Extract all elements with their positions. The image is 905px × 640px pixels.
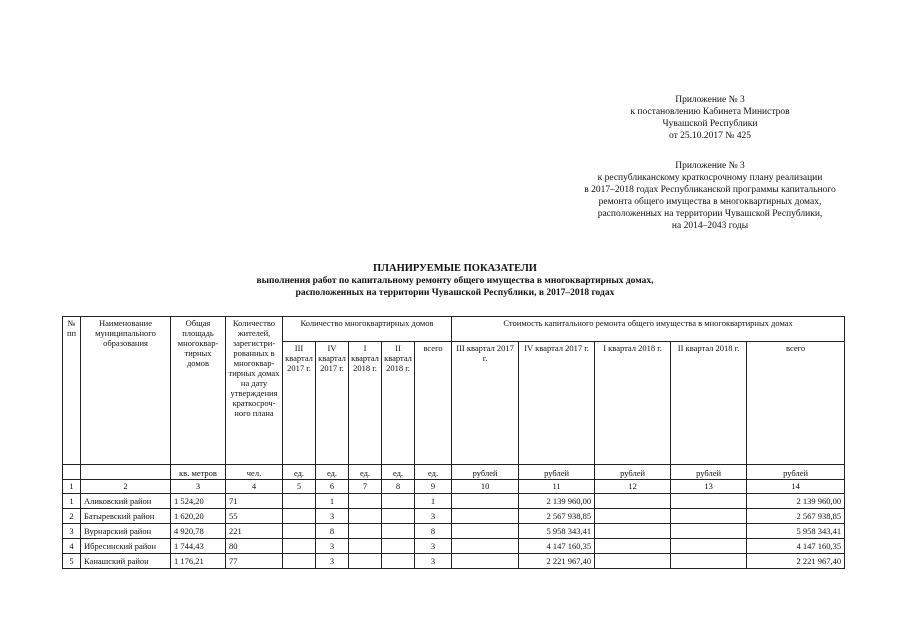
column-number: 5 bbox=[283, 480, 316, 494]
table-row bbox=[63, 539, 845, 554]
header-num: № пп bbox=[63, 317, 81, 465]
header-cost-group: Стоимость капитального ремонта общего имущества в многоквартирных домах bbox=[452, 317, 845, 342]
row-cost-q2 bbox=[671, 524, 747, 539]
column-number: 2 bbox=[81, 480, 171, 494]
row-houses-q2 bbox=[382, 509, 415, 524]
appendix-2-line: к республиканскому краткосрочному плану реализации bbox=[597, 173, 823, 183]
title-line-3: расположенных на территории Чувашской Республики, в 2017–2018 годах bbox=[295, 288, 615, 298]
row-name: Батыревский район bbox=[81, 509, 171, 524]
row-cost-total: 5 958 343,41 bbox=[747, 524, 845, 539]
table-row bbox=[63, 524, 845, 539]
document-title bbox=[150, 263, 760, 299]
row-houses-q2 bbox=[382, 524, 415, 539]
column-number: 12 bbox=[595, 480, 671, 494]
unit-cell: чел. bbox=[226, 465, 283, 480]
row-cost-q4: 5 958 343,41 bbox=[519, 524, 595, 539]
header-cost-total: всего bbox=[747, 342, 845, 465]
unit-cell: ед. bbox=[382, 465, 415, 480]
row-cost-q3 bbox=[452, 539, 519, 554]
row-num: 2 bbox=[63, 509, 81, 524]
row-area: 1 620,20 bbox=[171, 509, 226, 524]
appendix-2-line: Приложение № 3 bbox=[675, 161, 745, 171]
appendix-2-line: на 2014–2043 годы bbox=[671, 221, 749, 231]
appendix-1-line: к постановлению Кабинета Министров bbox=[630, 107, 790, 117]
row-houses-q1 bbox=[349, 554, 382, 569]
column-number: 1 bbox=[63, 480, 81, 494]
row-residents: 80 bbox=[226, 539, 283, 554]
row-houses-q4: 3 bbox=[316, 539, 349, 554]
row-area: 1 524,20 bbox=[171, 494, 226, 509]
table-row bbox=[63, 509, 845, 524]
appendix-2-line: в 2017–2018 годах Республиканской программы капитального bbox=[584, 185, 836, 195]
row-houses-q4: 3 bbox=[316, 509, 349, 524]
column-number: 10 bbox=[452, 480, 519, 494]
row-residents: 71 bbox=[226, 494, 283, 509]
row-num: 5 bbox=[63, 554, 81, 569]
units-row bbox=[63, 465, 845, 480]
row-cost-q1 bbox=[595, 509, 671, 524]
row-houses-q3 bbox=[283, 494, 316, 509]
row-houses-q4: 8 bbox=[316, 524, 349, 539]
header-cost-q1-2018: I квартал 2018 г. bbox=[595, 342, 671, 465]
header-cost-q2-2018: II квартал 2018 г. bbox=[671, 342, 747, 465]
header-houses-q1-2018: I квартал 2018 г. bbox=[349, 342, 382, 465]
unit-cell: рублей bbox=[671, 465, 747, 480]
column-number: 3 bbox=[171, 480, 226, 494]
indicators-table bbox=[62, 316, 845, 569]
appendix-to-plan bbox=[560, 160, 860, 232]
column-number: 8 bbox=[382, 480, 415, 494]
unit-cell: ед. bbox=[415, 465, 452, 480]
header-houses-q3-2017: III квартал 2017 г. bbox=[283, 342, 316, 465]
row-num: 1 bbox=[63, 494, 81, 509]
title-main: ПЛАНИРУЕМЫЕ ПОКАЗАТЕЛИ bbox=[373, 263, 537, 274]
table-row bbox=[63, 494, 845, 509]
row-residents: 55 bbox=[226, 509, 283, 524]
appendix-2-line: расположенных на территории Чувашской Республики, bbox=[597, 209, 823, 219]
row-cost-q2 bbox=[671, 494, 747, 509]
row-num: 3 bbox=[63, 524, 81, 539]
unit-cell: ед. bbox=[316, 465, 349, 480]
row-cost-q4: 2 567 938,85 bbox=[519, 509, 595, 524]
row-houses-q3 bbox=[283, 509, 316, 524]
row-residents: 221 bbox=[226, 524, 283, 539]
title-line-2: выполнения работ по капитальному ремонту общего имущества в многоквартирных домах, bbox=[256, 276, 654, 286]
unit-cell: кв. метров bbox=[171, 465, 226, 480]
column-number: 13 bbox=[671, 480, 747, 494]
header-houses-group: Количество многоквартирных домов bbox=[283, 317, 452, 342]
row-houses-q3 bbox=[283, 524, 316, 539]
row-cost-total: 2 139 960,00 bbox=[747, 494, 845, 509]
header-cost-q4-2017: IV квартал 2017 г. bbox=[519, 342, 595, 465]
row-houses-q2 bbox=[382, 539, 415, 554]
header-residents: Количество жителей, зарегистри-рованных в многоквар-тирных домах на дату утверждения краткосроч-ного плана bbox=[226, 317, 283, 465]
column-number: 4 bbox=[226, 480, 283, 494]
header-houses-q4-2017: IV квартал 2017 г. bbox=[316, 342, 349, 465]
row-residents: 77 bbox=[226, 554, 283, 569]
row-cost-total: 4 147 160,35 bbox=[747, 539, 845, 554]
row-houses-q1 bbox=[349, 539, 382, 554]
row-houses-total: 3 bbox=[415, 554, 452, 569]
row-cost-q3 bbox=[452, 509, 519, 524]
row-cost-q1 bbox=[595, 554, 671, 569]
row-cost-q4: 2 139 960,00 bbox=[519, 494, 595, 509]
header-cost-q3-2017: III квартал 2017 г. bbox=[452, 342, 519, 465]
row-houses-total: 3 bbox=[415, 539, 452, 554]
row-houses-q4: 1 bbox=[316, 494, 349, 509]
appendix-1-line: от 25.10.2017 № 425 bbox=[669, 131, 751, 141]
row-name: Канашский район bbox=[81, 554, 171, 569]
header-name: Наименование муниципального образования bbox=[81, 317, 171, 465]
row-cost-q2 bbox=[671, 539, 747, 554]
unit-cell: ед. bbox=[349, 465, 382, 480]
column-number: 14 bbox=[747, 480, 845, 494]
appendix-1-line: Приложение № 3 bbox=[675, 95, 745, 105]
row-cost-q3 bbox=[452, 524, 519, 539]
row-houses-q2 bbox=[382, 554, 415, 569]
table-row bbox=[63, 554, 845, 569]
unit-cell: рублей bbox=[595, 465, 671, 480]
row-cost-q1 bbox=[595, 539, 671, 554]
row-houses-total: 1 bbox=[415, 494, 452, 509]
row-houses-q3 bbox=[283, 539, 316, 554]
header-houses-total: всего bbox=[415, 342, 452, 465]
row-num: 4 bbox=[63, 539, 81, 554]
header-area: Общая площадь многоквар-тирных домов bbox=[171, 317, 226, 465]
row-cost-total: 2 567 938,85 bbox=[747, 509, 845, 524]
row-cost-q4: 4 147 160,35 bbox=[519, 539, 595, 554]
unit-cell: рублей bbox=[452, 465, 519, 480]
row-cost-q3 bbox=[452, 554, 519, 569]
unit-cell bbox=[63, 465, 81, 480]
row-houses-total: 3 bbox=[415, 509, 452, 524]
column-number: 11 bbox=[519, 480, 595, 494]
row-cost-q1 bbox=[595, 494, 671, 509]
header-row-1 bbox=[63, 317, 845, 342]
unit-cell: ед. bbox=[283, 465, 316, 480]
unit-cell: рублей bbox=[519, 465, 595, 480]
row-area: 1 176,21 bbox=[171, 554, 226, 569]
row-area: 4 920,78 bbox=[171, 524, 226, 539]
row-houses-q2 bbox=[382, 494, 415, 509]
header-houses-q2-2018: II квартал 2018 г. bbox=[382, 342, 415, 465]
row-houses-q1 bbox=[349, 509, 382, 524]
row-houses-total: 8 bbox=[415, 524, 452, 539]
column-number: 7 bbox=[349, 480, 382, 494]
row-houses-q4: 3 bbox=[316, 554, 349, 569]
column-number: 9 bbox=[415, 480, 452, 494]
row-name: Ибресинский район bbox=[81, 539, 171, 554]
appendix-to-resolution bbox=[560, 94, 860, 142]
column-number: 6 bbox=[316, 480, 349, 494]
row-houses-q1 bbox=[349, 524, 382, 539]
row-cost-q1 bbox=[595, 524, 671, 539]
row-cost-total: 2 221 967,40 bbox=[747, 554, 845, 569]
row-cost-q2 bbox=[671, 509, 747, 524]
row-cost-q4: 2 221 967,40 bbox=[519, 554, 595, 569]
row-name: Вурнарский район bbox=[81, 524, 171, 539]
row-cost-q3 bbox=[452, 494, 519, 509]
row-name: Аликовский район bbox=[81, 494, 171, 509]
row-houses-q3 bbox=[283, 554, 316, 569]
row-cost-q2 bbox=[671, 554, 747, 569]
row-houses-q1 bbox=[349, 494, 382, 509]
unit-cell: рублей bbox=[747, 465, 845, 480]
appendix-2-line: ремонта общего имущества в многоквартирных домах, bbox=[598, 197, 822, 207]
appendix-1-line: Чувашской Республики bbox=[662, 119, 758, 129]
row-area: 1 744,43 bbox=[171, 539, 226, 554]
column-numbers-row bbox=[63, 480, 845, 494]
unit-cell bbox=[81, 465, 171, 480]
